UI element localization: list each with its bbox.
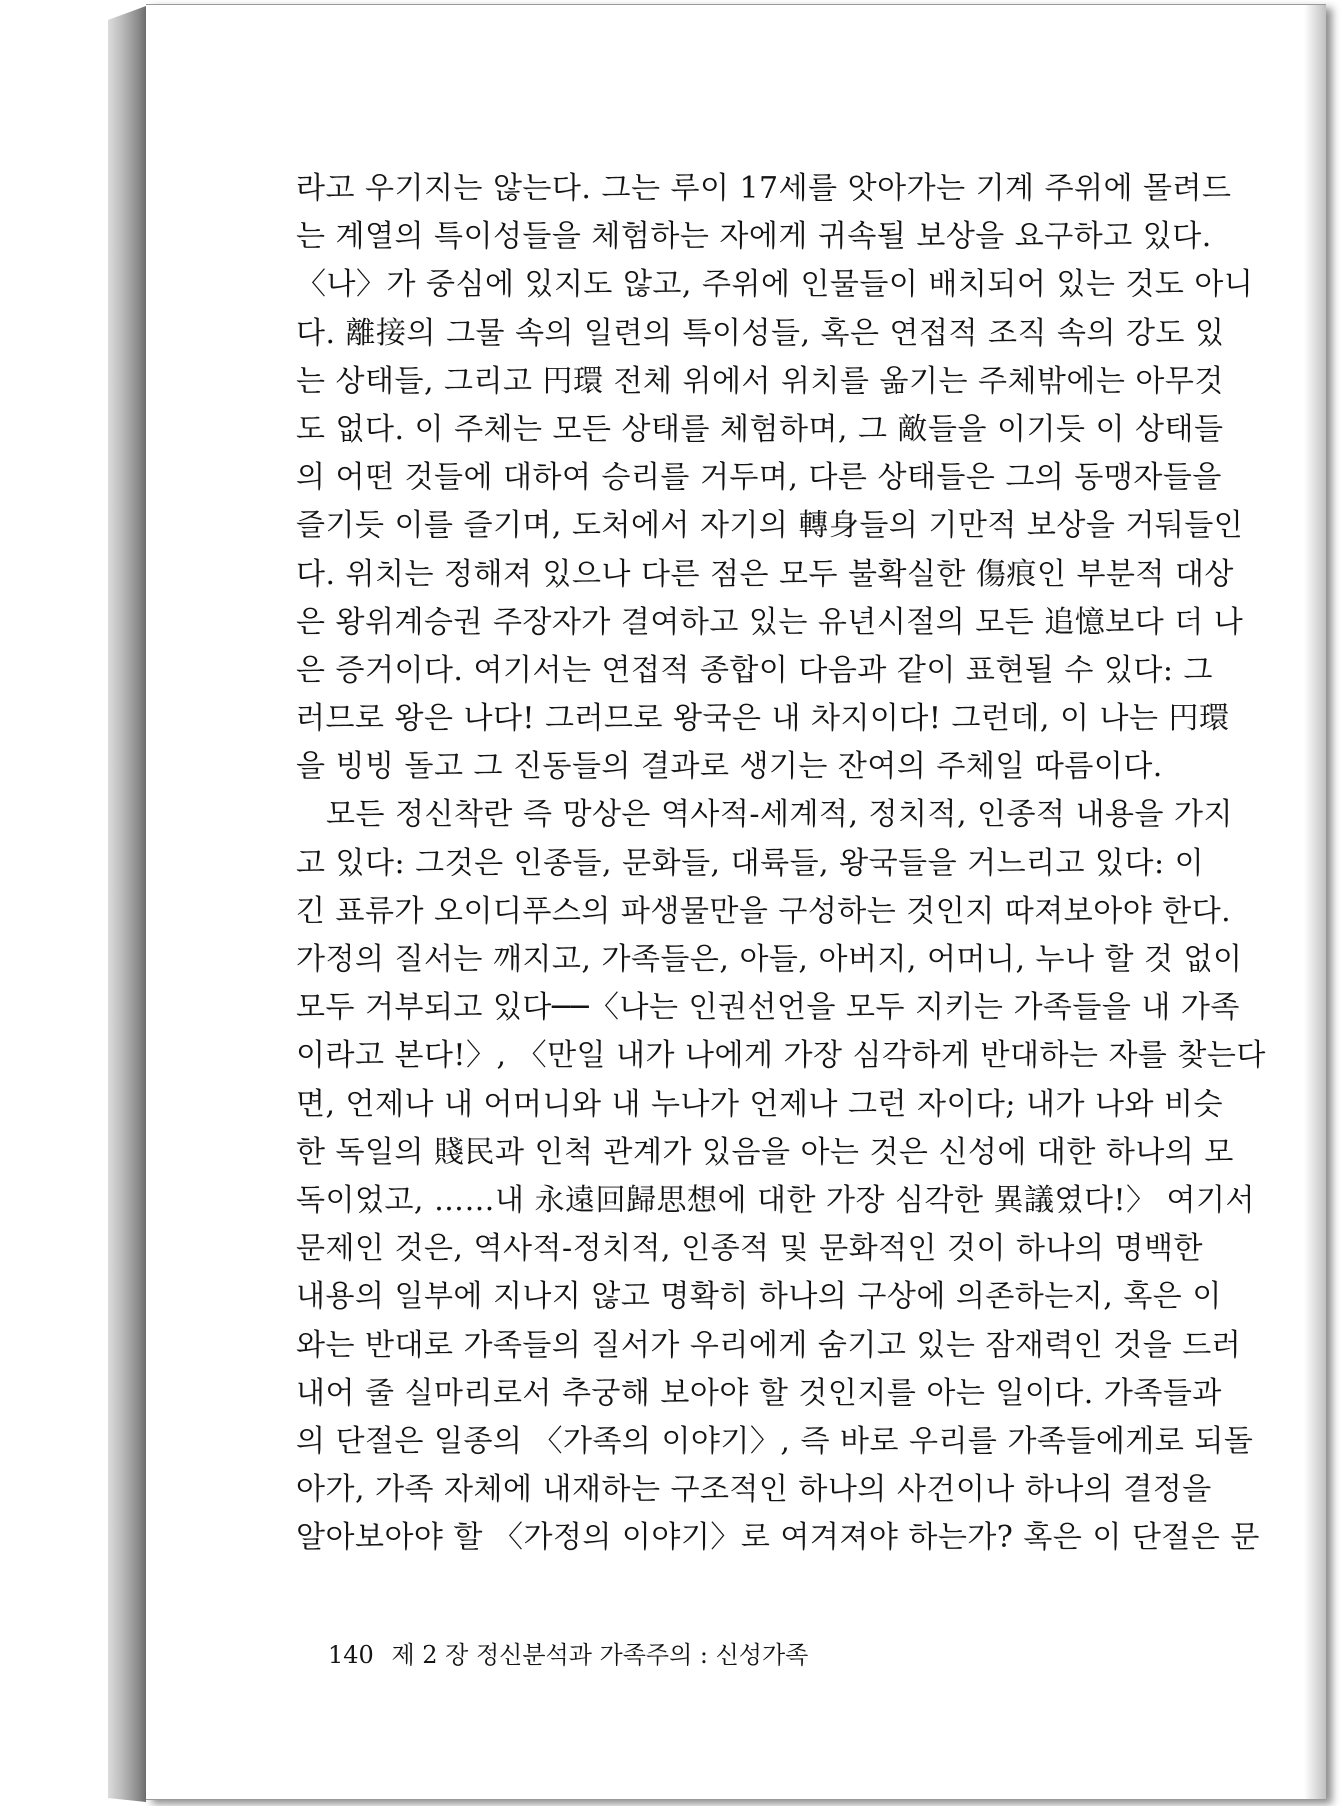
text-line: 한 독일의 賤民과 인척 관계가 있음을 아는 것은 신성에 대한 하나의 모 (296, 1134, 1234, 1170)
text-line: 내어 줄 실마리로서 추궁해 보아야 할 것인지를 아는 일이다. 가족들과 (296, 1375, 1222, 1411)
book-spine (108, 6, 146, 1802)
text-line: 라고 우기지는 않는다. 그는 루이 17세를 앗아가는 기계 주위에 몰려드 (296, 171, 1232, 206)
paragraph (296, 165, 1344, 791)
text-line: 고 있다: 그것은 인종들, 문화들, 대륙들, 왕국들을 거느리고 있다: 이 (296, 845, 1205, 881)
page-footer (328, 1635, 808, 1670)
text-line: 면, 언제나 내 어머니와 내 누나가 언제나 그런 자이다; 내가 나와 비슷 (296, 1086, 1224, 1122)
body-text (296, 165, 1344, 1562)
text-line: 의 어떤 것들에 대하여 승리를 거두며, 다른 상태들은 그의 동맹자들을 (296, 460, 1222, 496)
text-line: 은 증거이다. 여기서는 연접적 종합이 다음과 같이 표현될 수 있다: 그 (296, 652, 1213, 688)
page-number: 140 (328, 1641, 374, 1669)
text-line: 는 상태들, 그리고 円環 전체 위에서 위치를 옮기는 주체밖에는 아무것 (296, 363, 1224, 399)
text-line: 이라고 본다!〉, 〈만일 내가 나에게 가장 심각하게 반대하는 자를 찾는다 (296, 1038, 1266, 1074)
text-line: 의 단절은 일종의 〈가족의 이야기〉, 즉 바로 우리를 가족들에게로 되돌 (296, 1423, 1254, 1459)
text-line: 긴 표류가 오이디푸스의 파생물만을 구성하는 것인지 따져보아야 한다. (296, 893, 1232, 929)
text-line: 와는 반대로 가족들의 질서가 우리에게 숨기고 있는 잠재력인 것을 드러 (296, 1327, 1242, 1363)
text-line: 알아보아야 할 〈가정의 이야기〉로 여겨져야 하는가? 혹은 이 단절은 문 (296, 1520, 1260, 1556)
text-line: 는 계열의 특이성들을 체험하는 자에게 귀속될 보상을 요구하고 있다. (296, 219, 1212, 255)
text-line: 도 없다. 이 주체는 모든 상태를 체험하며, 그 敵들을 이기듯 이 상태들 (296, 411, 1224, 447)
text-line: 은 왕위계승권 주장자가 결여하고 있는 유년시절의 모든 追憶보다 더 나 (296, 604, 1244, 640)
text-line: 다. 離接의 그물 속의 일련의 특이성들, 혹은 연접적 조직 속의 강도 있 (296, 315, 1225, 351)
text-line: 러므로 왕은 나다! 그러므로 왕국은 내 차지이다! 그런데, 이 나는 円環 (296, 701, 1230, 737)
text-line: 즐기듯 이를 즐기며, 도처에서 자기의 轉身들의 기만적 보상을 거둬들인 (296, 508, 1244, 544)
text-line: 아가, 가족 자체에 내재하는 구조적인 하나의 사건이나 하나의 결정을 (296, 1472, 1212, 1508)
book-page (146, 4, 1326, 1800)
text-line: 을 빙빙 돌고 그 진동들의 결과로 생기는 잔여의 주체일 따름이다. (296, 749, 1163, 785)
text-line: 〈나〉가 중심에 있지도 않고, 주위에 인물들이 배치되어 있는 것도 아니 (296, 267, 1254, 303)
text-line: 모든 정신착란 즉 망상은 역사적-세계적, 정치적, 인종적 내용을 가지 (326, 797, 1233, 833)
text-line: 내용의 일부에 지나지 않고 명확히 하나의 구상에 의존하는지, 혹은 이 (296, 1279, 1222, 1315)
text-line: 가정의 질서는 깨지고, 가족들은, 아들, 아버지, 어머니, 누나 할 것 없이 (296, 942, 1243, 977)
running-head: 제 2 장 정신분석과 가족주의 : 신성가족 (391, 1641, 809, 1669)
text-line: 문제인 것은, 역사적-정치적, 인종적 및 문화적인 것이 하나의 명백한 (296, 1231, 1203, 1267)
paragraph (296, 791, 1344, 1562)
text-line: 모두 거부되고 있다──〈나는 인권선언을 모두 지키는 가족들을 내 가족 (296, 990, 1240, 1026)
text-line: 독이었고, ……내 永遠回歸思想에 대한 가장 심각한 異議였다!〉 여기서 (296, 1182, 1255, 1218)
text-line: 다. 위치는 정해져 있으나 다른 점은 모두 불확실한 傷痕인 부분적 대상 (296, 556, 1234, 592)
